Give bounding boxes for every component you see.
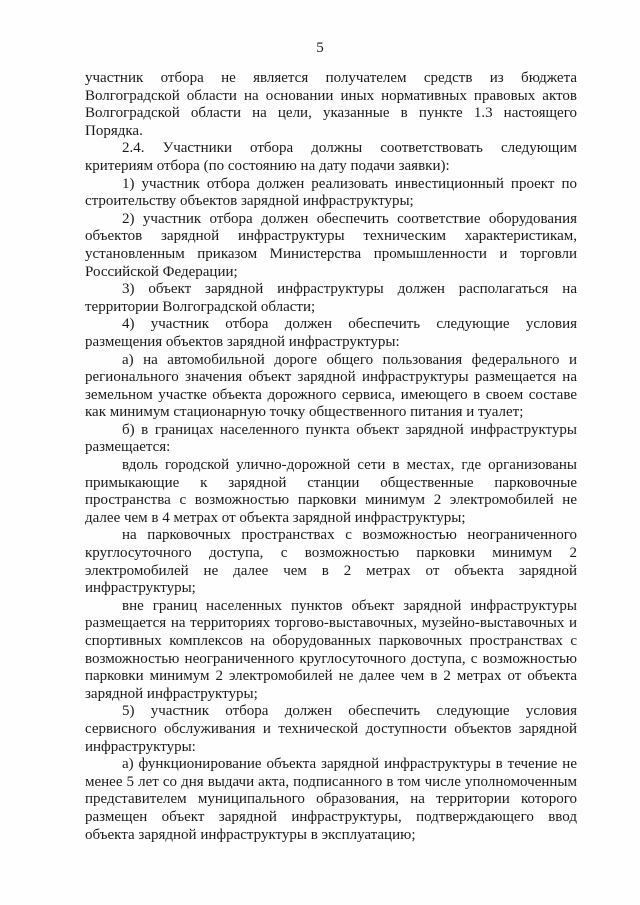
paragraph-parking-spaces: на парковочных пространствах с возможностью неограниченного круглосуточного доступа, с возможностью парковки минимум 2 электромобилей не далее чем в 2 метрах от объекта зарядной инфраструктуры; (85, 527, 577, 597)
paragraph-street-network: вдоль городской улично-дорожной сети в местах, где организованы примыкающие к зарядной станции общественные парковочные пространства с возможностью парковки минимум 2 электромобилей не далее чем в 4 метрах от объекта зарядной инфраструктуры; (85, 457, 577, 526)
paragraph-2-4-criteria: 2.4. Участники отбора должны соответствовать следующим критериям отбора (по состоянию на дату подачи заявки): (85, 140, 577, 174)
paragraph-criterion-1: 1) участник отбора должен реализовать инвестиционный проект по строительству объектов зарядной инфраструктуры; (85, 175, 577, 210)
paragraph-criterion-5a: а) функционирование объекта зарядной инфраструктуры в течение не менее 5 лет со дня выдачи акта, подписанного в том числе уполномоченным представителем муниципального образования, на территории которого размещен объект зарядной инфраструктуры, подтверждающего ввод объекта зарядной инфраструктуры в эксплуатацию; (85, 756, 577, 843)
paragraph-continuation: участник отбора не является получателем средств из бюджета Волгоградской области на основании иных нормативных правовых актов Волгоградской области на цели, указанные в пункте 1.3 настоящего Порядка. (85, 70, 577, 139)
paragraph-outside-settlements: вне границ населенных пунктов объект зарядной инфраструктуры размещается на территориях торгово-выставочных, музейно-выставочных и спортивных комплексов на оборудованных парковочных пространствах с возможностью неограниченного круглосуточного доступа, с возможностью парковки минимум 2 электромобилей не далее чем в 2 метрах от объекта зарядной инфраструктуры; (85, 597, 577, 702)
paragraph-criterion-3: 3) объект зарядной инфраструктуры должен располагаться на территории Волгоградской области; (85, 281, 577, 315)
paragraph-criterion-5: 5) участник отбора должен обеспечить следующие условия сервисного обслуживания и технической доступности объектов зарядной инфраструктуры: (85, 703, 577, 755)
paragraph-criterion-4: 4) участник отбора должен обеспечить следующие условия размещения объектов зарядной инфраструктуры: (85, 316, 577, 350)
paragraph-criterion-4b: б) в границах населенного пункта объект зарядной инфраструктуры размещается: (85, 421, 577, 456)
document-body (85, 70, 577, 844)
page-number: 5 (316, 40, 324, 56)
paragraph-criterion-2: 2) участник отбора должен обеспечить соответствие оборудования объектов зарядной инфраструктуры техническим характеристикам, установленным приказом Министерства промышленности и торговли Российской Федерации; (85, 210, 577, 280)
paragraph-criterion-4a: а) на автомобильной дороге общего пользования федерального и регионального значения объект зарядной инфраструктуры размещается на земельном участке объекта дорожного сервиса, имеющего в своем составе как минимум стационарную точку общественного питания и туалет; (85, 351, 577, 421)
